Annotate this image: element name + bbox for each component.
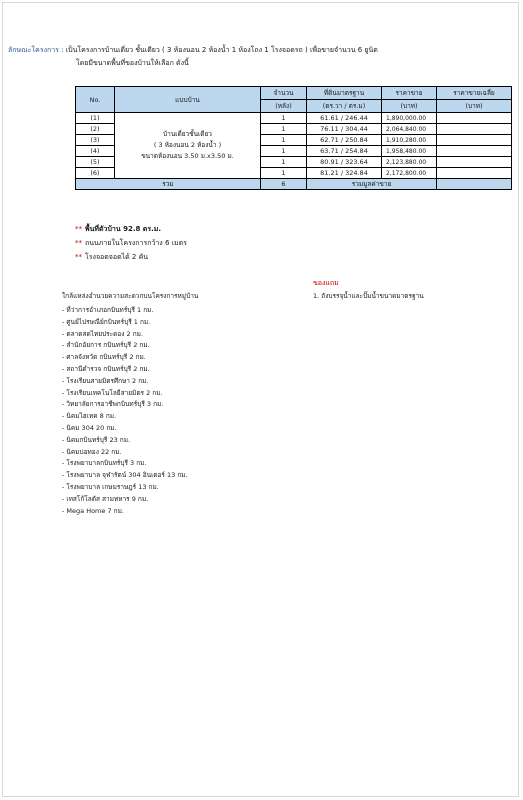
cell-no: (2) [76, 124, 115, 135]
note-star: ** [75, 239, 82, 247]
model-line: ( 3 ห้องนอน 2 ห้องน้ำ ) [153, 141, 222, 149]
cell-qty: 1 [261, 124, 307, 135]
note-item [75, 222, 187, 236]
cell-avg [437, 146, 512, 157]
cell-land: 81.21 / 324.84 [307, 168, 382, 179]
cell-price: 2,172,800.00 [382, 168, 437, 179]
cell-model [115, 113, 261, 179]
note-star: ** [75, 253, 82, 261]
cell-qty: 1 [261, 146, 307, 157]
total-sum-label: รวมมูลค่าขาย [307, 179, 437, 190]
cell-land: 62.71 / 250.84 [307, 135, 382, 146]
cell-no: (6) [76, 168, 115, 179]
cell-land: 61.61 / 246.44 [307, 113, 382, 124]
note-text: โรงจอดจอดได้ 2 คัน [85, 253, 149, 261]
gift-item: 1. ถังบรรจุน้ำและปั๊มน้ำขนาดมาตรฐาน [313, 292, 424, 300]
list-item: - ศูนย์ไปรษณีย์กบินทร์บุรี 1 กม. [62, 317, 151, 326]
description-label: ลักษณะโครงการ : [8, 46, 64, 54]
header-avg-unit: (บาท) [437, 100, 512, 113]
nearby-title: ใกล้แหล่งอำนวยความสะดวกบนโครงการหมู่บ้าน [62, 292, 199, 300]
note-item [75, 236, 187, 250]
list-item: - เทสโก้โลตัส สามทหาร 9 กม. [62, 494, 149, 503]
table-row [76, 113, 512, 124]
cell-price: 2,123,880.00 [382, 157, 437, 168]
note-star: ** [75, 225, 82, 233]
cell-no: (1) [76, 113, 115, 124]
list-item: - นิคมบ่อทอง 22 กม. [62, 447, 122, 456]
units-table [75, 86, 512, 190]
description-line2: โดยมีขนาดพื้นที่ของบ้านให้เลือก ดังนี้ [76, 59, 189, 67]
list-item: - โรงเรียนเทคโนโลยีสายมิตร 2 กม. [62, 388, 163, 397]
description-line1: เป็นโครงการบ้านเดี่ยว ชั้นเดียว ( 3 ห้องนอน 2 ห้องน้ำ 1 ห้องโถง 1 โรงจอดรถ ) เพื่อขายจำนวน 6 ยูนิต [65, 46, 378, 54]
note-text: ถนนภายในโครงการกว้าง 6 เมตร [85, 239, 187, 247]
list-item: - ศาลจังหวัด กบินทร์บุรี 2 กม. [62, 353, 146, 362]
total-avg [437, 179, 512, 190]
gifts-list [313, 291, 424, 301]
cell-qty: 1 [261, 113, 307, 124]
list-item: - วิทยาลัยการอาชีพกบินทร์บุรี 3 กม. [62, 400, 164, 409]
cell-avg [437, 135, 512, 146]
cell-no: (5) [76, 157, 115, 168]
cell-avg [437, 124, 512, 135]
header-qty: จำนวน [261, 87, 307, 100]
header-model: แบบบ้าน [115, 87, 261, 113]
total-qty: 6 [261, 179, 307, 190]
cell-land: 63.71 / 254.84 [307, 146, 382, 157]
cell-avg [437, 113, 512, 124]
cell-qty: 1 [261, 168, 307, 179]
list-item: - โรงเรียนสายมิตรศึกษา 2 กม. [62, 376, 149, 385]
model-line: ขนาดห้องนอน 3.50 ม.x3.50 ม. [141, 152, 234, 160]
note-item [75, 250, 187, 264]
header-qty-unit: (หลัง) [261, 100, 307, 113]
list-item: - ตลาดสดไทยประดอง 2 กม. [62, 329, 143, 338]
table-total-row [76, 179, 512, 190]
header-price: ราคาขาย [382, 87, 437, 100]
list-item: - นิคมไฮเทค 8 กม. [62, 412, 117, 421]
header-no: No. [76, 87, 115, 113]
notes-list [75, 222, 187, 264]
list-item: - โรงพยาบาล เกษมราษฎร์ 13 กม. [62, 482, 159, 491]
header-land-unit: (ตร.วา / ตร.ม) [307, 100, 382, 113]
list-item: - โรงพยาบาล จุฬารัตน์ 304 อินเตอร์ 13 กม. [62, 471, 188, 480]
gifts-title: ของแถม [313, 279, 339, 287]
table-header-row [76, 87, 512, 100]
list-item: - นิคม 304 20 กม. [62, 423, 117, 432]
cell-price: 1,910,280.00 [382, 135, 437, 146]
cell-avg [437, 168, 512, 179]
list-item: - สำนักอัยการ กบินทร์บุรี 2 กม. [62, 341, 150, 350]
nearby-list [62, 305, 188, 517]
model-line: บ้านเดี่ยวชั้นเดียว [163, 130, 212, 138]
header-avg: ราคาขายเฉลี่ย [437, 87, 512, 100]
header-land: ที่ดินมาตรฐาน [307, 87, 382, 100]
cell-no: (3) [76, 135, 115, 146]
list-item: - นิคมกบินทร์บุรี 23 กม. [62, 435, 131, 444]
note-text: พื้นที่ตัวบ้าน 92.8 ตร.ม. [85, 225, 162, 233]
cell-no: (4) [76, 146, 115, 157]
list-item: - ที่ว่าการอำเภอกบินทร์บุรี 1 กม. [62, 306, 154, 314]
cell-qty: 1 [261, 157, 307, 168]
list-item: - โรงพยาบาลกบินทร์บุรี 3 กม. [62, 459, 147, 468]
cell-land: 76.11 / 304.44 [307, 124, 382, 135]
cell-price: 1,958,480.00 [382, 146, 437, 157]
list-item: - Mega Home 7 กม. [62, 506, 124, 515]
project-description [8, 44, 378, 67]
cell-qty: 1 [261, 135, 307, 146]
cell-price: 2,064,840.00 [382, 124, 437, 135]
header-price-unit: (บาท) [382, 100, 437, 113]
cell-avg [437, 157, 512, 168]
total-label: รวม [76, 179, 261, 190]
cell-price: 1,890,000.00 [382, 113, 437, 124]
cell-land: 80.91 / 323.64 [307, 157, 382, 168]
list-item: - สถานีตำรวจ กบินทร์บุรี 2 กม. [62, 364, 150, 373]
